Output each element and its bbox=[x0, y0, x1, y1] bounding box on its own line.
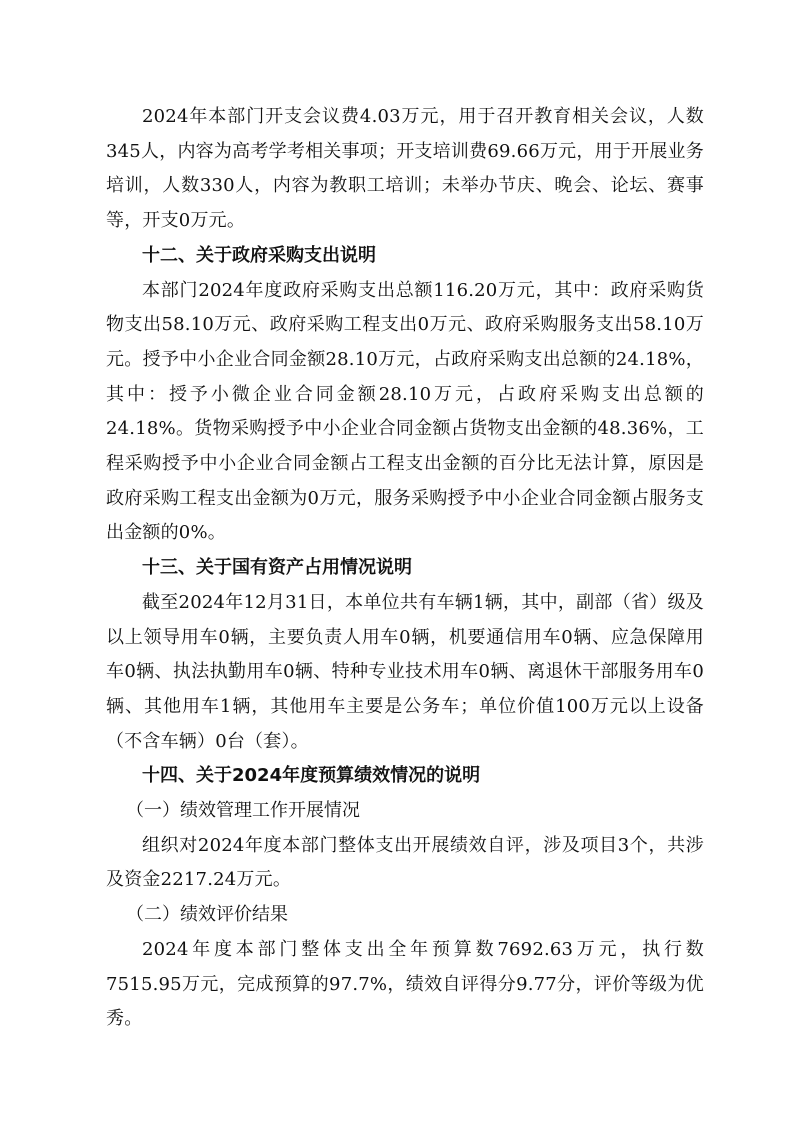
subsection-1-heading: （一）绩效管理工作开展情况 bbox=[126, 800, 360, 822]
section-13-heading: 十三、关于国有资产占用情况说明 bbox=[142, 557, 412, 579]
management-paragraph: 组织对2024年度本部门整体支出开展绩效自评，涉及项目3个，共涉及资金2217.24万元。 bbox=[106, 834, 704, 891]
result-paragraph: 2024年度本部门整体支出全年预算数7692.63万元，执行数7515.95万元，完成预算的97.7%，绩效自评得分9.77分，评价等级为优秀。 bbox=[106, 938, 704, 1030]
section-14-heading: 十四、关于2024年度预算绩效情况的说明 bbox=[142, 765, 481, 787]
assets-paragraph: 截至2024年12月31日，本单位共有车辆1辆，其中，副部（省）级及以上领导用车0辆，主要负责人用车0辆，机要通信用车0辆、应急保障用车0辆、执法执勤用车0辆、特种专业技术用车0辆、离退休干部服务用车0辆、其他用车1辆，其他用车主要是公务车；单位价值100万元以上设备（不含车辆）0台（套）。 bbox=[106, 591, 704, 752]
procurement-paragraph: 本部门2024年度政府采购支出总额116.20万元，其中：政府采购货物支出58.10万元、政府采购工程支出0万元、政府采购服务支出58.10万元。授予中小企业合同金额28.10万元，占政府采购支出总额的24.18%，其中：授予小微企业合同金额28.10万元，占政府采购支出总额的24.18%。货物采购授予中小企业合同金额占货物支出金额的48.36%，工程采购授予中小企业合同金额占工程支出金额的百分比无法计算，原因是政府采购工程支出金额为0万元，服务采购授予中小企业合同金额占服务支出金额的0%。 bbox=[106, 279, 704, 544]
meeting-training-paragraph: 2024年本部门开支会议费4.03万元，用于召开教育相关会议，人数345人，内容为高考学考相关事项；开支培训费69.66万元，用于开展业务培训，人数330人，内容为教职工培训；未举办节庆、晚会、论坛、赛事等，开支0万元。 bbox=[106, 106, 704, 232]
document-body bbox=[106, 100, 704, 1037]
subsection-2-heading: （二）绩效评价结果 bbox=[126, 904, 288, 926]
section-12-heading: 十二、关于政府采购支出说明 bbox=[142, 244, 376, 266]
